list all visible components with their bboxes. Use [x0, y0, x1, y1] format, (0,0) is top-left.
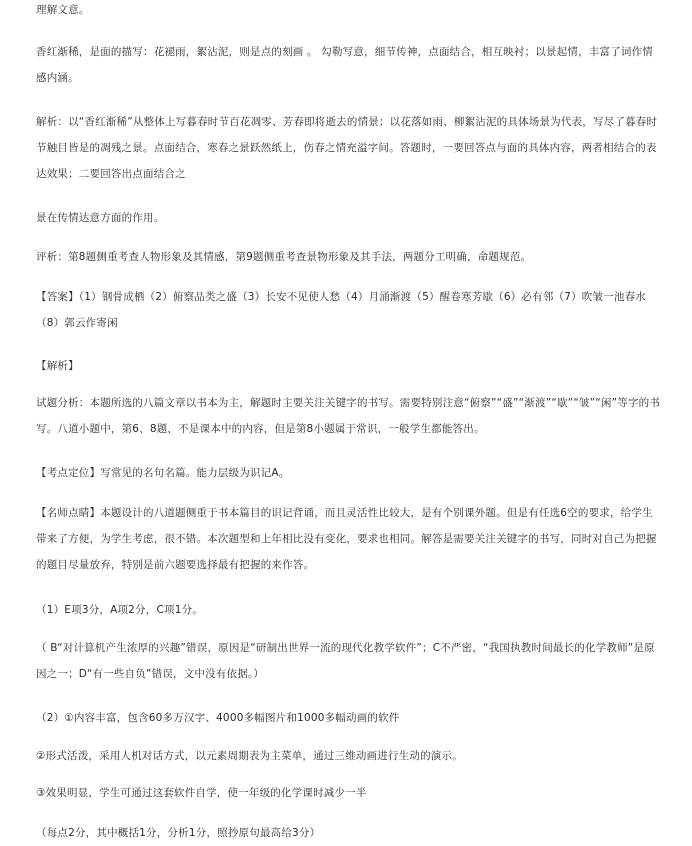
paragraph-point-1: （2）①内容丰富，包含60多万汉字、4000多幅图片和1000多幅动画的软件: [36, 712, 400, 724]
paragraph-point-3: ③效果明显，学生可通过这套软件自学，使一年级的化学课时减少一半: [36, 787, 367, 799]
paragraph-analysis-heading: 【解析】: [36, 360, 79, 372]
paragraph-analysis: 解析：以“香红渐稀”从整体上写暮春时节百花凋零、芳春即将逝去的情景；以花落如雨、柳絮沾泥的具体场景为代表，写尽了暮春时节触目皆是的凋残之景。点面结合，寒春之景跃然纸上，伤春之情充溢字间。答题时，一要回答点与面的具体内容，两者相结合的表达效果；二要回答出点面结合之: [36, 116, 658, 180]
paragraph-exam-point: 【考点定位】写常见的名句名篇。能力层级为识记A。: [36, 467, 290, 479]
paragraph-scene-role: 景在传情达意方面的作用。: [36, 212, 165, 224]
paragraph-score-1: （1）E项3分，A项2分，C项1分。: [36, 604, 203, 616]
paragraph-scoring-rule: （每点2分，其中概括1分，分析1分，照抄原句最高给3分）: [36, 827, 321, 839]
paragraph-teacher-note: 【名师点睛】本题设计的八道题侧重于书本篇目的识记背诵，而且灵活性比较大，是有个别课外题。但是有任选6空的要求，给学生带来了方便，为学生考虑，很不错。本次题型和上年相比没有变化，要求也相同。解答是需要关注关键字的书写，同时对自己为把握的题目尽量放弃，特别是前六题要选择最有把握的来作答。: [36, 507, 657, 571]
paragraph-answer: 【答案】（1）钢骨成栖（2）俯察品类之盛（3）长安不见使人愁（4）月涌渐渡（5）醒卷寒芳歇（6）必有邻（7）吹皱一池春水（8）郭云作寄闲: [36, 291, 647, 329]
paragraph-point-surface: 香红渐稀，是面的描写：花褪雨，絮沾泥，则是点的刻画 。 勾勒写意，细节传神，点面结合，相互映衬；以景起情，丰富了词作情感内涵。: [36, 46, 653, 84]
paragraph-question-analysis: 试题分析：本题所选的八篇文章以书本为主，解题时主要关注关键字的书写。需要特别注意“俯察”“盛”“渐渡”“歇”“皱”“闲”等字的书写。八道小题中，第6、8题，不是课本中的内容，但是第8小题属于常识，一般学生都能答出。: [36, 397, 661, 435]
paragraph-point-2: ②形式活泼，采用人机对话方式，以元素周期表为主菜单，通过三维动画进行生动的演示。: [36, 750, 463, 762]
paragraph-options-reason: （ B“对计算机产生浓厚的兴趣”错误，原因是“研制出世界一流的现代化教学软件”；C不严密，“我国执教时间最长的化学教师”是原因之一；D“有一些自负”错误，文中没有依据。）: [36, 642, 655, 680]
paragraph-understand-meaning: 理解文意。: [36, 4, 90, 16]
paragraph-comment: 评析：第8题侧重考查人物形象及其情感，第9题侧重考查景物形象及其手法，两题分工明确，命题规范。: [36, 251, 532, 263]
